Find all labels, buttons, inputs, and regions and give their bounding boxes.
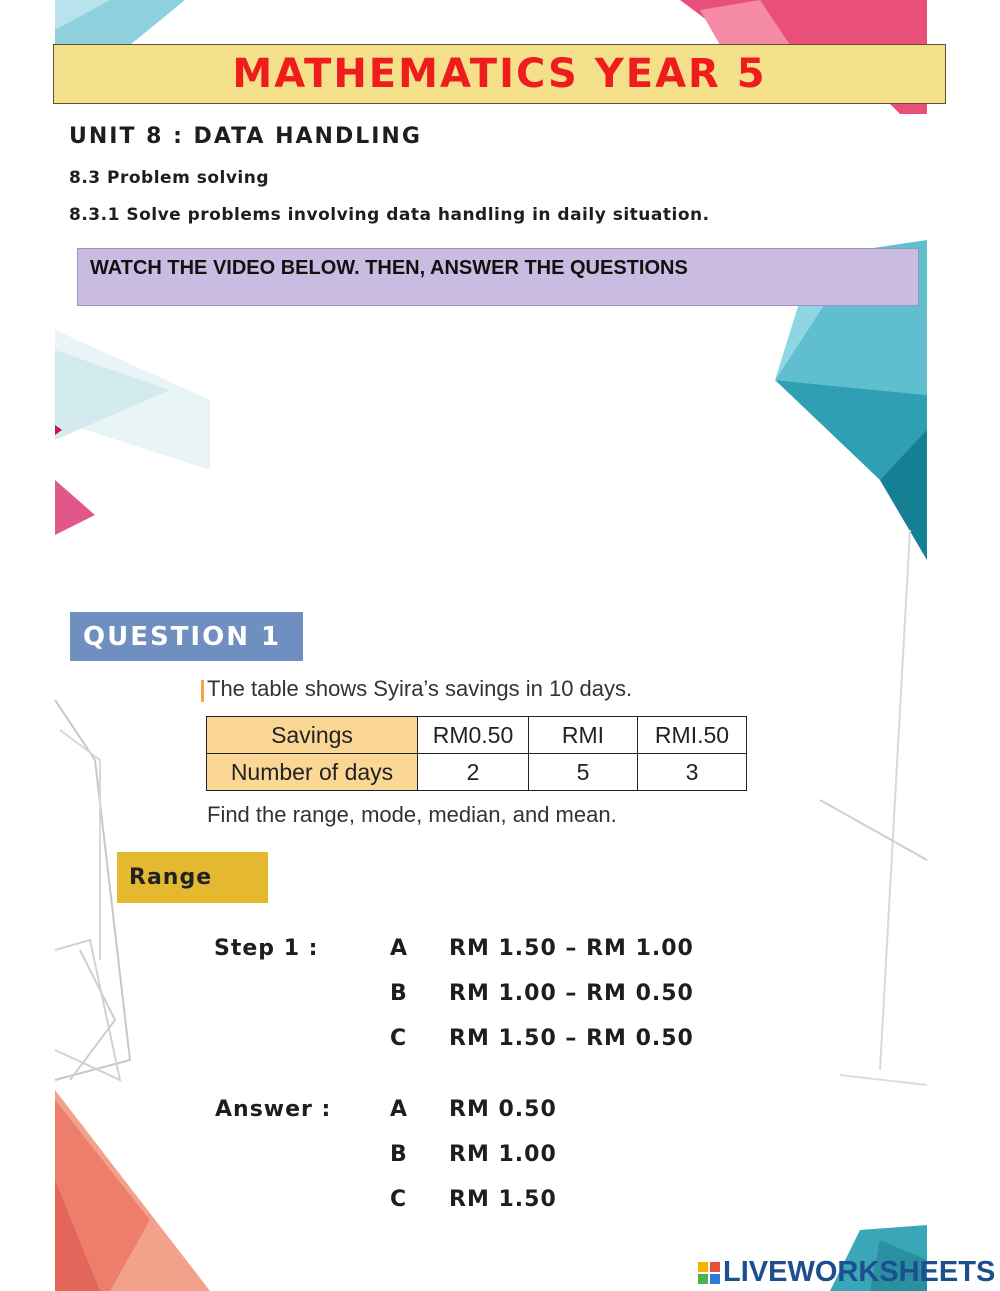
option-letter[interactable]: A bbox=[390, 936, 409, 961]
option-letter[interactable]: A bbox=[390, 1097, 409, 1122]
option-letter[interactable]: B bbox=[390, 981, 408, 1006]
question-label bbox=[70, 612, 303, 661]
instruction-text: WATCH THE VIDEO BELOW. THEN, ANSWER THE QUESTIONS bbox=[90, 257, 688, 279]
table-cell: 3 bbox=[638, 754, 747, 791]
instruction-box bbox=[77, 248, 919, 306]
option-letter[interactable]: B bbox=[390, 1142, 408, 1167]
page-title: MATHEMATICS YEAR 5 bbox=[232, 51, 767, 97]
answer-label: Answer : bbox=[215, 1097, 332, 1122]
prompt-marker bbox=[201, 680, 204, 702]
question-label-text: QUESTION 1 bbox=[83, 621, 282, 652]
option-text[interactable]: RM 1.50 – RM 0.50 bbox=[449, 1026, 694, 1051]
question-task: Find the range, mode, median, and mean. bbox=[207, 802, 617, 827]
table-row bbox=[207, 754, 747, 791]
unit-heading: UNIT 8 : DATA HANDLING bbox=[69, 124, 422, 149]
question-prompt: The table shows Syira’s savings in 10 days. bbox=[207, 676, 633, 701]
logo-blocks-icon bbox=[698, 1262, 720, 1284]
learning-standard: 8.3.1 Solve problems involving data handling in daily situation. bbox=[69, 205, 710, 225]
table-row bbox=[207, 717, 747, 754]
table-cell: RMI bbox=[529, 717, 638, 754]
savings-table bbox=[206, 716, 747, 791]
option-text[interactable]: RM 1.50 – RM 1.00 bbox=[449, 936, 694, 961]
table-cell: 2 bbox=[418, 754, 529, 791]
table-cell: RMI.50 bbox=[638, 717, 747, 754]
option-letter[interactable]: C bbox=[390, 1026, 408, 1051]
range-label-text: Range bbox=[129, 865, 213, 890]
step1-label: Step 1 : bbox=[214, 936, 319, 961]
option-text[interactable]: RM 1.00 bbox=[449, 1142, 557, 1167]
option-letter[interactable]: C bbox=[390, 1187, 408, 1212]
table-cell: RM0.50 bbox=[418, 717, 529, 754]
range-label bbox=[117, 852, 268, 903]
brand-name: LIVEWORKSHEETS bbox=[723, 1256, 996, 1288]
option-text[interactable]: RM 0.50 bbox=[449, 1097, 557, 1122]
table-cell: Savings bbox=[207, 717, 418, 754]
table-cell: 5 bbox=[529, 754, 638, 791]
option-text[interactable]: RM 1.00 – RM 0.50 bbox=[449, 981, 694, 1006]
liveworksheets-logo bbox=[698, 1256, 995, 1289]
subtopic-heading: 8.3 Problem solving bbox=[69, 168, 270, 188]
title-banner bbox=[53, 44, 946, 104]
table-cell: Number of days bbox=[207, 754, 418, 791]
option-text[interactable]: RM 1.50 bbox=[449, 1187, 557, 1212]
